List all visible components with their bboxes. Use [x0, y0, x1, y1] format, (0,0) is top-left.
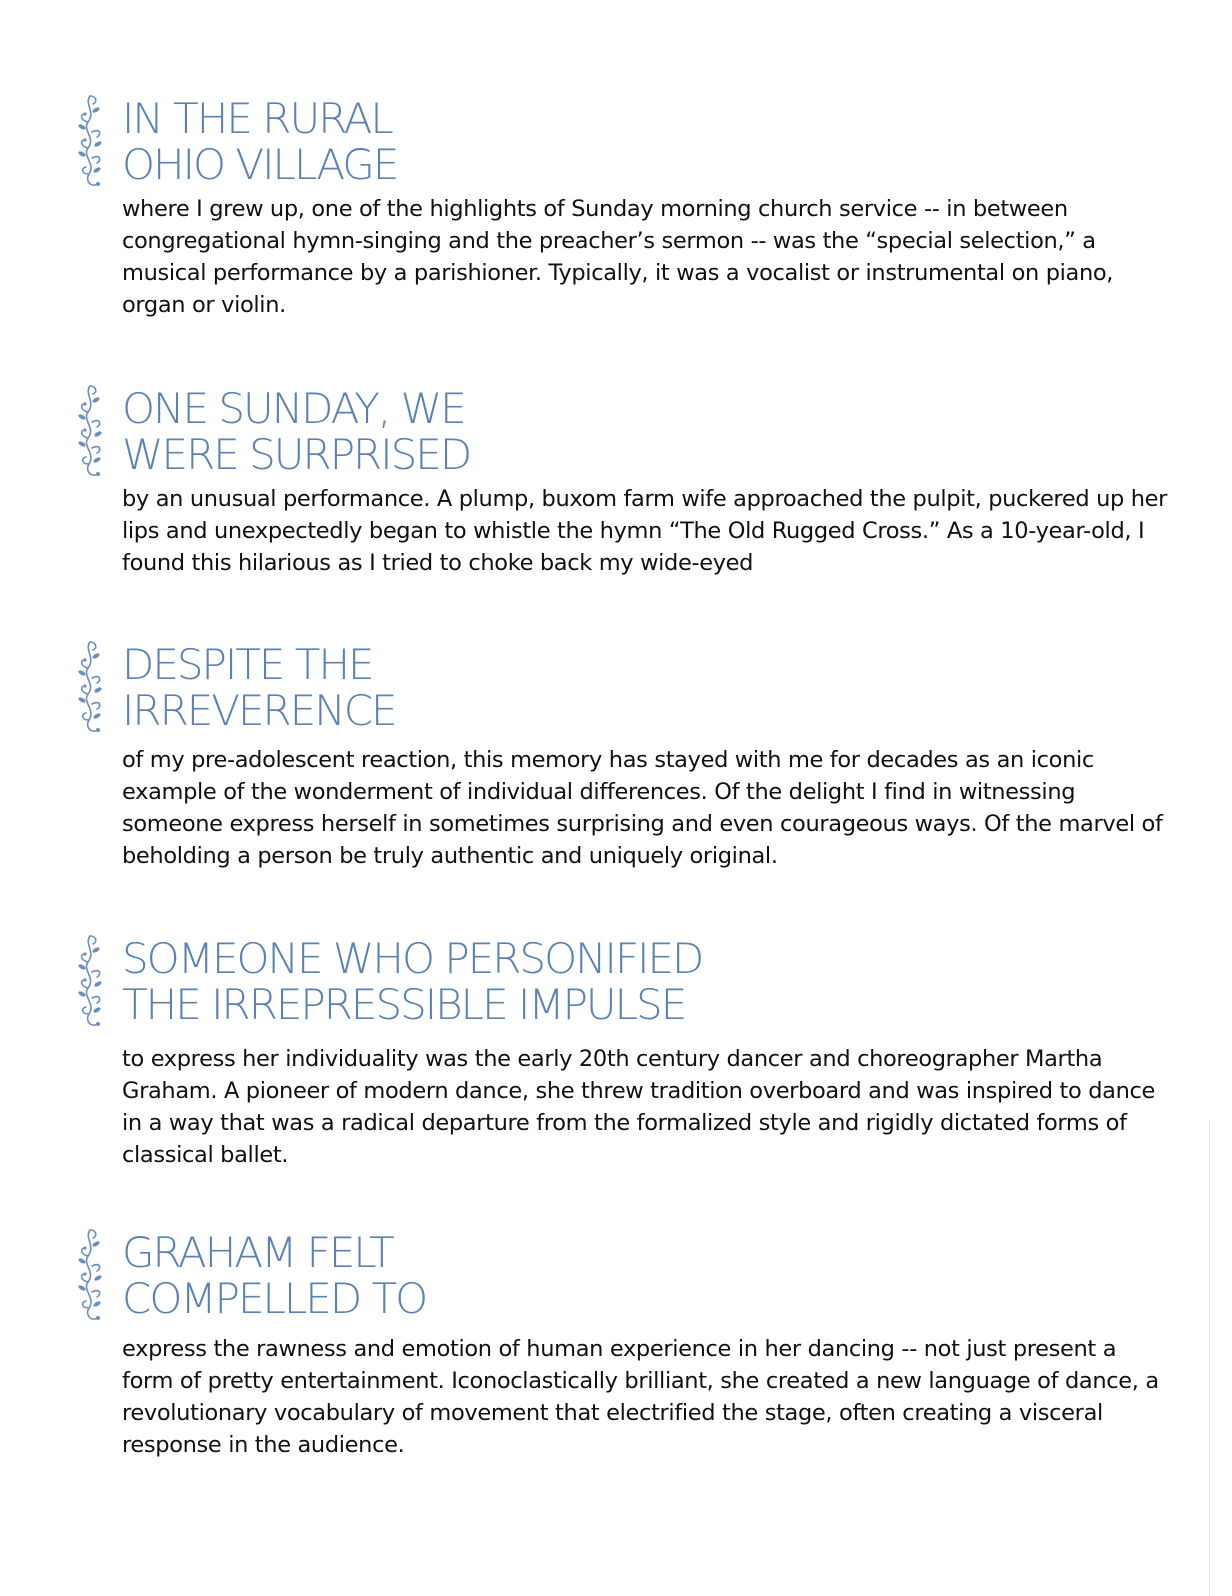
heading-line-2: IRREVERENCE — [122, 686, 396, 735]
heading-line-2: COMPELLED TO — [122, 1274, 427, 1323]
vine-flourish-icon — [76, 384, 110, 482]
heading-line-1: SOMEONE WHO PERSONIFIED — [122, 934, 703, 983]
heading-line-2: THE IRREPRESSIBLE IMPULSE — [122, 980, 686, 1029]
section-heading — [122, 386, 470, 478]
section-body-text: express the rawness and emotion of human experience in her dancing -- not just present a form of pretty entertainment. Iconoclastically brilliant, she created a new language of dance, a revolutionary vocabulary of movement that electrified the stage, often creating a visceral response in the audience. — [122, 1336, 1159, 1458]
vine-flourish-icon — [76, 934, 110, 1032]
heading-line-1: GRAHAM FELT — [122, 1228, 393, 1277]
vine-flourish-icon — [76, 640, 110, 738]
heading-line-2: OHIO VILLAGE — [122, 140, 398, 189]
section-body-text: by an unusual performance. A plump, buxom farm wife approached the pulpit, puckered up her lips and unexpectedly began to whistle the hymn “The Old Rugged Cross.” As a 10-year-old, I found this hilarious as I tried to choke back my wide-eyed — [122, 486, 1168, 576]
page-edge-divider — [1209, 1120, 1210, 1596]
section-heading — [122, 1230, 426, 1322]
heading-line-1: ONE SUNDAY, WE — [122, 384, 465, 433]
vine-flourish-icon — [76, 94, 110, 192]
vine-flourish-icon — [76, 1228, 110, 1326]
section-body-text: where I grew up, one of the highlights of Sunday morning church service -- in between congregational hymn-singing and the preacher’s sermon -- was the “special selection,” a musical performance by a parishioner. Typically, it was a vocalist or instrumental on piano, organ or violin. — [122, 196, 1114, 318]
section-heading — [122, 96, 397, 188]
section-body-text: to express her individuality was the early 20th century dancer and choreographer Martha Graham. A pioneer of modern dance, she threw tradition overboard and was inspired to dance in a way that was a radical departure from the formalized style and rigidly dictated forms of classical ballet. — [122, 1046, 1155, 1168]
section-heading — [122, 936, 702, 1028]
heading-line-1: IN THE RURAL — [122, 94, 392, 143]
heading-line-2: WERE SURPRISED — [122, 430, 471, 479]
section-body-text: of my pre-adolescent reaction, this memory has stayed with me for decades as an iconic example of the wonderment of individual differences. Of the delight I find in witnessing someone express herself in sometimes surprising and even courageous ways. Of the marvel of beholding a person be truly authentic and uniquely original. — [122, 747, 1163, 869]
section-heading — [122, 642, 396, 734]
heading-line-1: DESPITE THE — [122, 640, 373, 689]
